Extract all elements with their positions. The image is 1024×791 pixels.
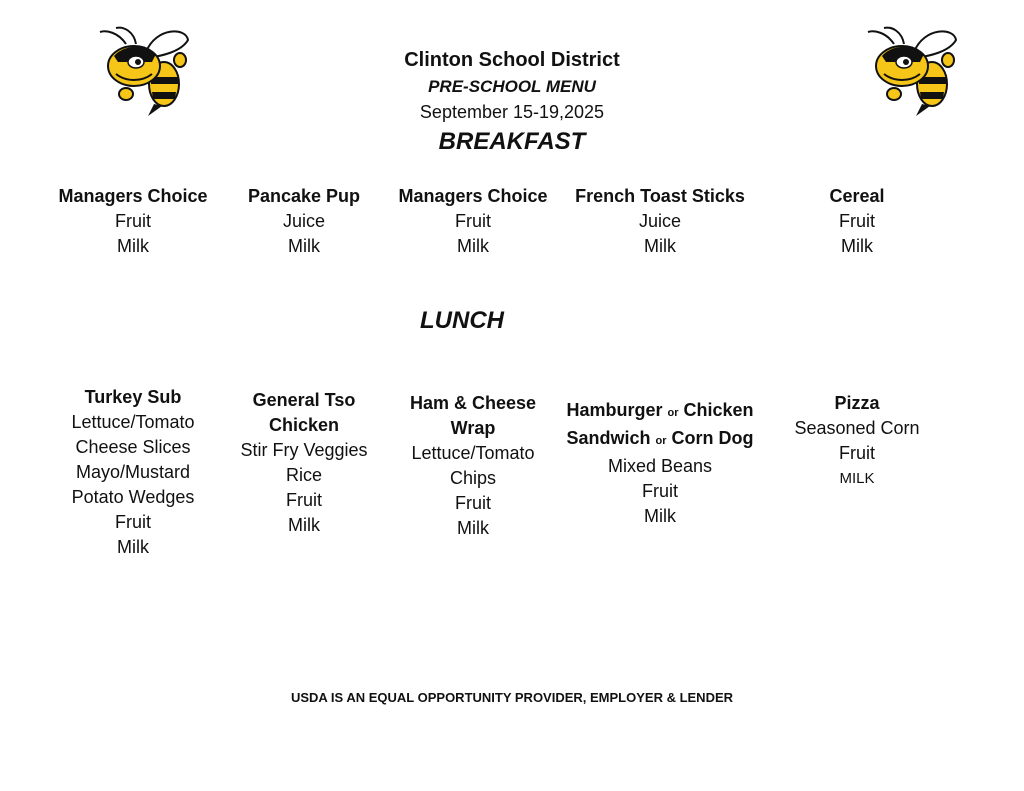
- lunch-main-option: Chicken: [683, 400, 754, 420]
- breakfast-day-1: [38, 184, 228, 259]
- lunch-side-item: Mayo/Mustard: [75, 462, 191, 482]
- lunch-side-item: Lettuce/Tomato: [71, 412, 195, 432]
- breakfast-side-item: Milk: [457, 236, 489, 256]
- breakfast-day-5: [762, 184, 952, 259]
- lunch-main-item: Ham & Cheese: [409, 393, 537, 413]
- lunch-main-item: [555, 398, 765, 426]
- breakfast-main-item: Managers Choice: [58, 186, 208, 206]
- lunch-side-item: Fruit: [455, 493, 491, 513]
- breakfast-day-3: [378, 184, 568, 259]
- lunch-side-item: MILK: [839, 470, 875, 487]
- lunch-day-5: [762, 391, 952, 491]
- breakfast-main-item: Cereal: [829, 186, 885, 206]
- breakfast-side-item: Juice: [282, 211, 326, 231]
- breakfast-day-2: [209, 184, 399, 259]
- lunch-day-2: [209, 388, 399, 538]
- menu-dates: September 15-19,2025: [419, 102, 605, 122]
- breakfast-side-item: Milk: [644, 236, 676, 256]
- lunch-side-item: Fruit: [642, 481, 678, 501]
- lunch-main-item: Wrap: [450, 418, 496, 438]
- or-connector: or: [667, 407, 679, 419]
- lunch-main-item: Chicken: [268, 415, 340, 435]
- lunch-main-option: Hamburger: [566, 400, 663, 420]
- lunch-main-item: Pizza: [834, 393, 880, 413]
- program-title: PRE-SCHOOL MENU: [428, 77, 596, 96]
- lunch-side-item: Lettuce/Tomato: [411, 443, 535, 463]
- breakfast-side-item: Fruit: [455, 211, 491, 231]
- lunch-main-item: Turkey Sub: [84, 387, 182, 407]
- breakfast-side-item: Fruit: [839, 211, 875, 231]
- lunch-main-option: Corn Dog: [671, 428, 754, 448]
- breakfast-main-item: Managers Choice: [398, 186, 548, 206]
- lunch-side-item: Fruit: [286, 490, 322, 510]
- lunch-side-item: Milk: [644, 506, 676, 526]
- lunch-side-item: Stir Fry Veggies: [240, 440, 368, 460]
- breakfast-side-item: Juice: [638, 211, 682, 231]
- breakfast-day-4: [565, 184, 755, 259]
- lunch-day-4: [555, 398, 765, 529]
- lunch-side-item: Mixed Beans: [607, 456, 713, 476]
- lunch-day-3: [378, 391, 568, 541]
- breakfast-side-item: Milk: [288, 236, 320, 256]
- lunch-side-item: Chips: [449, 468, 497, 488]
- usda-statement: USDA IS AN EQUAL OPPORTUNITY PROVIDER, EMPLOYER & LENDER: [290, 690, 734, 705]
- breakfast-title: BREAKFAST: [438, 128, 586, 155]
- lunch-side-item: Milk: [288, 515, 320, 535]
- lunch-day-1: [38, 385, 228, 560]
- or-connector: or: [655, 435, 667, 447]
- lunch-title: LUNCH: [420, 307, 504, 334]
- breakfast-side-item: Milk: [117, 236, 149, 256]
- lunch-side-item: Milk: [457, 518, 489, 538]
- lunch-side-item: Milk: [117, 537, 149, 557]
- lunch-main-item: General Tso: [252, 390, 356, 410]
- district-name: Clinton School District: [404, 49, 620, 71]
- lunch-side-item: Cheese Slices: [75, 437, 191, 457]
- lunch-side-item: Fruit: [839, 443, 875, 463]
- lunch-main-item: [555, 426, 765, 454]
- lunch-side-item: Potato Wedges: [71, 487, 195, 507]
- breakfast-side-item: Fruit: [115, 211, 151, 231]
- lunch-side-item: Fruit: [115, 512, 151, 532]
- lunch-main-option: Sandwich: [566, 428, 651, 448]
- lunch-side-item: Rice: [285, 465, 322, 485]
- breakfast-main-item: French Toast Sticks: [575, 186, 745, 206]
- lunch-side-item: Seasoned Corn: [794, 418, 920, 438]
- breakfast-main-item: Pancake Pup: [247, 186, 361, 206]
- breakfast-side-item: Milk: [841, 236, 873, 256]
